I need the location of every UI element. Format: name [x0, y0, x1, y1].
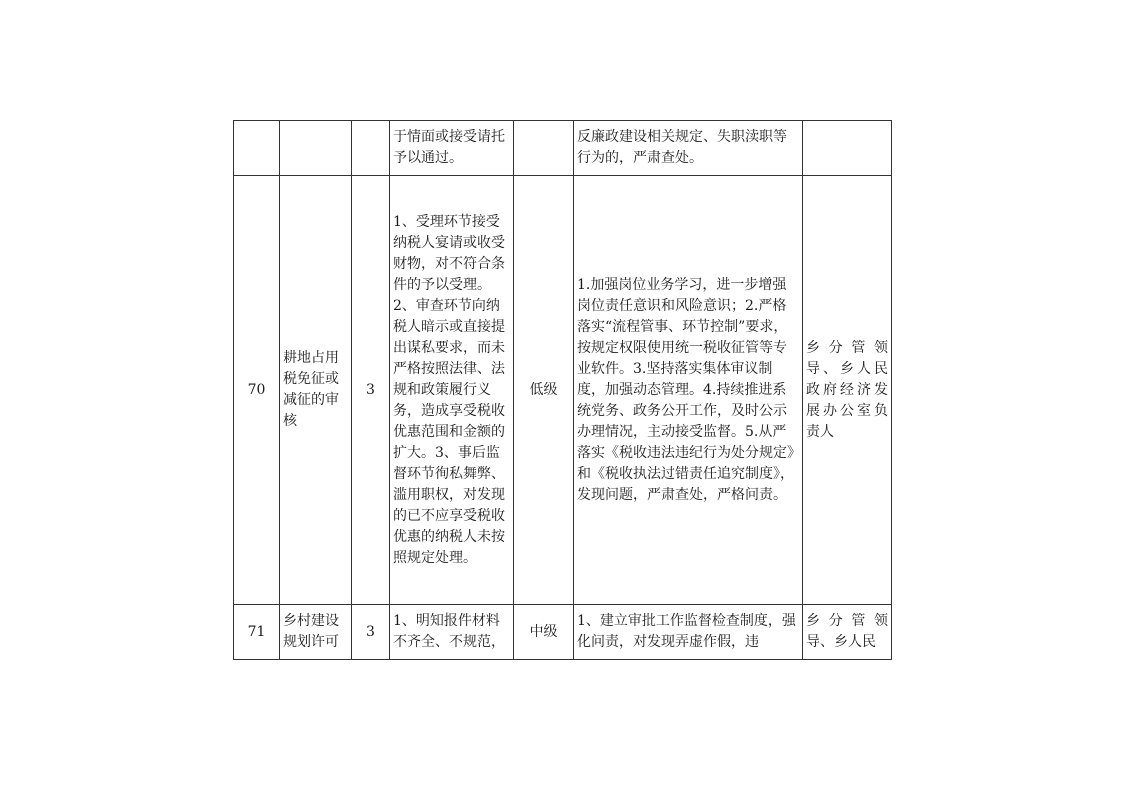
grade-cell: 3 — [352, 605, 390, 660]
risk-description-cell: 于情面或接受请托予以通过。 — [390, 121, 514, 176]
grade-cell: 3 — [352, 176, 390, 605]
risk-description-cell: 1、受理环节接受纳税人宴请或收受财物，对不符合条件的予以受理。2、审查环节向纳税人暗示或直接提出谋私要求，而未严格按照法律、法规和政策履行义务，造成享受税收优惠范围和金额的扩大。3、事后监督环节徇私舞弊、滥用职权，对发现的已不应享受税收优惠的纳税人未按照规定处理。 — [390, 176, 514, 605]
table-row — [234, 176, 892, 605]
responsible-person-cell: 乡分管领导、乡人民 — [803, 605, 892, 660]
item-name-cell — [280, 121, 352, 176]
row-number-cell: 70 — [234, 176, 280, 605]
prevention-measures-cell: 1、建立审批工作监督检查制度，强化问责，对发现弄虚作假，违 — [574, 605, 803, 660]
item-name-cell: 乡村建设规划许可 — [280, 605, 352, 660]
risk-description-cell: 1、明知报件材料不齐全、不规范， — [390, 605, 514, 660]
prevention-measures-cell: 1.加强岗位业务学习，进一步增强岗位责任意识和风险意识；2.严格落实“流程管事、环节控制”要求，按规定权限使用统一税收征管等专业软件。3.坚持落实集体审议制度，加强动态管理。4.持续推进系统党务、政务公开工作，及时公示办理情况，主动接受监督。5.从严落实《税收违法违纪行为处分规定》和《税收执法过错责任追究制度》，发现问题，严肃查处，严格问责。 — [574, 176, 803, 605]
risk-control-table — [233, 120, 892, 660]
grade-cell — [352, 121, 390, 176]
risk-level-cell: 低级 — [514, 176, 574, 605]
risk-level-cell — [514, 121, 574, 176]
table-row — [234, 121, 892, 176]
table-row — [234, 605, 892, 660]
risk-level-cell: 中级 — [514, 605, 574, 660]
responsible-person-cell — [803, 121, 892, 176]
item-name-cell: 耕地占用税免征或减征的审核 — [280, 176, 352, 605]
row-number-cell: 71 — [234, 605, 280, 660]
prevention-measures-cell: 反廉政建设相关规定、失职渎职等行为的，严肃查处。 — [574, 121, 803, 176]
responsible-person-cell: 乡分管领导、乡人民政府经济发展办公室负责人 — [803, 176, 892, 605]
row-number-cell — [234, 121, 280, 176]
